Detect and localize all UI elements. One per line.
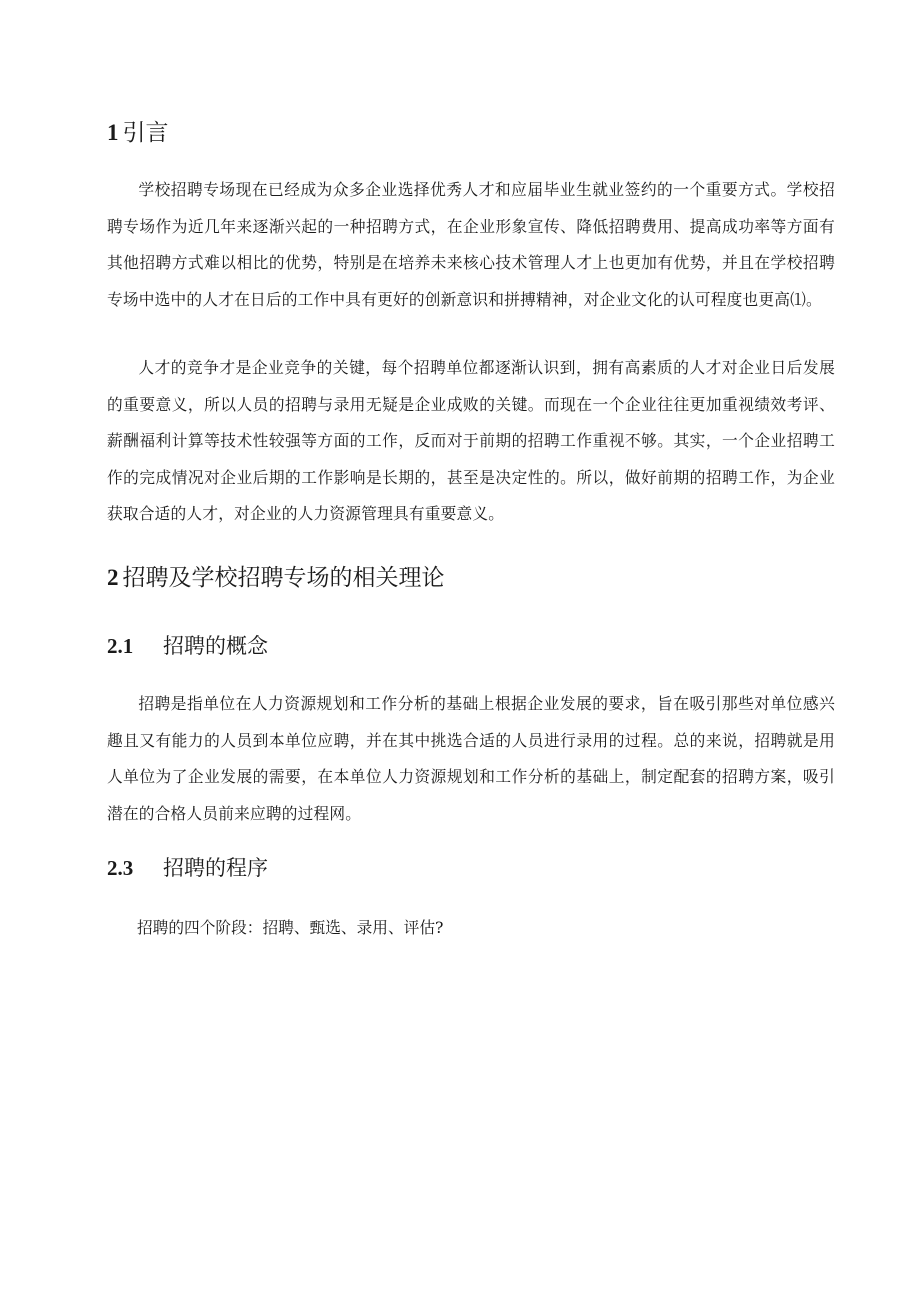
heading-section-2-1: [107, 636, 268, 657]
heading-section-2: [107, 566, 445, 590]
paragraph-intro-2: 人才的竞争才是企业竞争的关键，每个招聘单位都逐渐认识到，拥有高素质的人才对企业日后发展的重要意义，所以人员的招聘与录用无疑是企业成败的关键。而现在一个企业往往更加重视绩效考评、薪酬福利计算等技术性较强等方面的工作，反而对于前期的招聘工作重视不够。其实，一个企业招聘工作的完成情况对企业后期的工作影响是长期的，甚至是决定性的。所以，做好前期的招聘工作，为企业获取合适的人才，对企业的人力资源管理具有重要意义。: [107, 358, 835, 524]
paragraph-recruitment-procedure: 招聘的四个阶段：招聘、甄选、录用、评估?: [137, 918, 444, 937]
heading-title: 招聘的概念: [163, 634, 268, 658]
heading-title: 招聘及学校招聘专场的相关理论: [122, 565, 445, 591]
paragraph-intro-1: 学校招聘专场现在已经成为众多企业选择优秀人才和应届毕业生就业签约的一个重要方式。学校招聘专场作为近几年来逐渐兴起的一种招聘方式，在企业形象宣传、降低招聘费用、提高成功率等方面有其他招聘方式难以相比的优势，特别是在培养未来核心技术管理人才上也更加有优势，并且在学校招聘专场中选中的人才在日后的工作中具有更好的创新意识和拼搏精神，对企业文化的认可程度也更高⑴。: [107, 180, 835, 309]
heading-number: 1: [107, 120, 119, 145]
heading-number: 2: [107, 565, 119, 590]
heading-title: 招聘的程序: [163, 856, 268, 880]
paragraph-recruitment-concept: 招聘是指单位在人力资源规划和工作分析的基础上根据企业发展的要求，旨在吸引那些对单位感兴趣且又有能力的人员到本单位应聘，并在其中挑选合适的人员进行录用的过程。总的来说，招聘就是用人单位为了企业发展的需要，在本单位人力资源规划和工作分析的基础上，制定配套的招聘方案，吸引潜在的合格人员前来应聘的过程网。: [107, 694, 835, 823]
heading-section-1: [107, 121, 169, 145]
heading-number: 2.3: [107, 856, 134, 880]
heading-section-2-3: [107, 858, 268, 879]
heading-number: 2.1: [107, 634, 134, 658]
heading-title: 引言: [122, 120, 169, 146]
